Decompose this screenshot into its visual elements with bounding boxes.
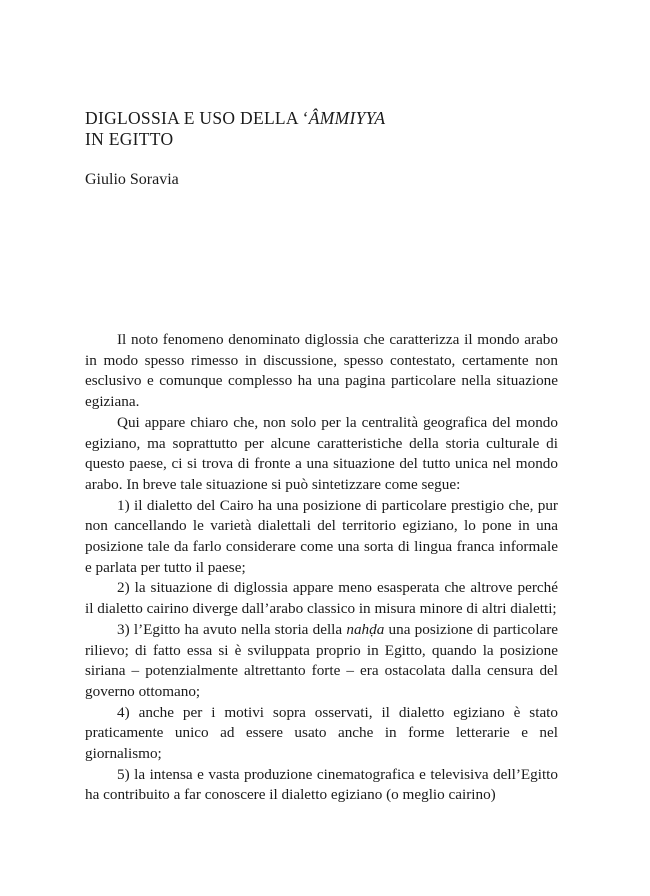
title-line-2: IN EGITTO bbox=[85, 129, 174, 149]
title-italic-word: ÂMMIYYA bbox=[308, 108, 386, 128]
title-line-1 bbox=[85, 108, 385, 129]
article-title bbox=[85, 108, 385, 150]
paragraph-point-5: 5) la intensa e vasta produzione cinematografica e televisiva dell’Egitto ha contribuito a far conoscere il dialetto egiziano (o meglio cairino) bbox=[85, 765, 558, 804]
point-3-after: una posizione di particolare rilievo; di fatto essa si è sviluppata proprio in Egitto, quando la posizione siriana – potenzialmente altrettanto forte – era ostacolata dalla censura del governo ottomano; bbox=[85, 620, 559, 700]
paragraph-point-3 bbox=[85, 620, 558, 703]
paragraph-situation: Qui appare chiaro che, non solo per la centralità geografica del mondo egiziano, ma soprattutto per alcune caratteristiche della storia culturale di questo paese, ci si trova di fronte a una situazione del tutto unica nel mondo arabo. In breve tale situazione si può sintetizzare come segue: bbox=[85, 413, 558, 493]
paragraph-intro: Il noto fenomeno denominato diglossia che caratterizza il mondo arabo in modo spesso rimesso in discussione, spesso contestato, certamente non esclusivo e comunque complesso ha una pagina particolare nella situazione egiziana. bbox=[85, 331, 558, 411]
paragraph-point-2: 2) la situazione di diglossia appare meno esasperata che altrove perché il dialetto cairino diverge dall’arabo classico in misura minore di altri dialetti; bbox=[85, 579, 558, 618]
title-prefix: DIGLOSSIA E USO DELLA ‘ bbox=[85, 108, 309, 128]
point-3-before: 3) l’Egitto ha avuto nella storia della bbox=[117, 620, 347, 638]
author-name: Giulio Soravia bbox=[85, 171, 179, 188]
nahda-term: nahḍa bbox=[346, 620, 385, 638]
body-text bbox=[85, 330, 558, 806]
paragraph-point-4: 4) anche per i motivi sopra osservati, il dialetto egiziano è stato praticamente unico ad essere usato anche in forme letterarie e nel giornalismo; bbox=[85, 703, 558, 763]
paragraph-point-1: 1) il dialetto del Cairo ha una posizione di particolare prestigio che, pur non cancellando le varietà dialettali del territorio egiziano, lo pone in una posizione tale da farlo considerare come una sorta di lingua franca informale e parlata per tutto il paese; bbox=[85, 496, 558, 576]
